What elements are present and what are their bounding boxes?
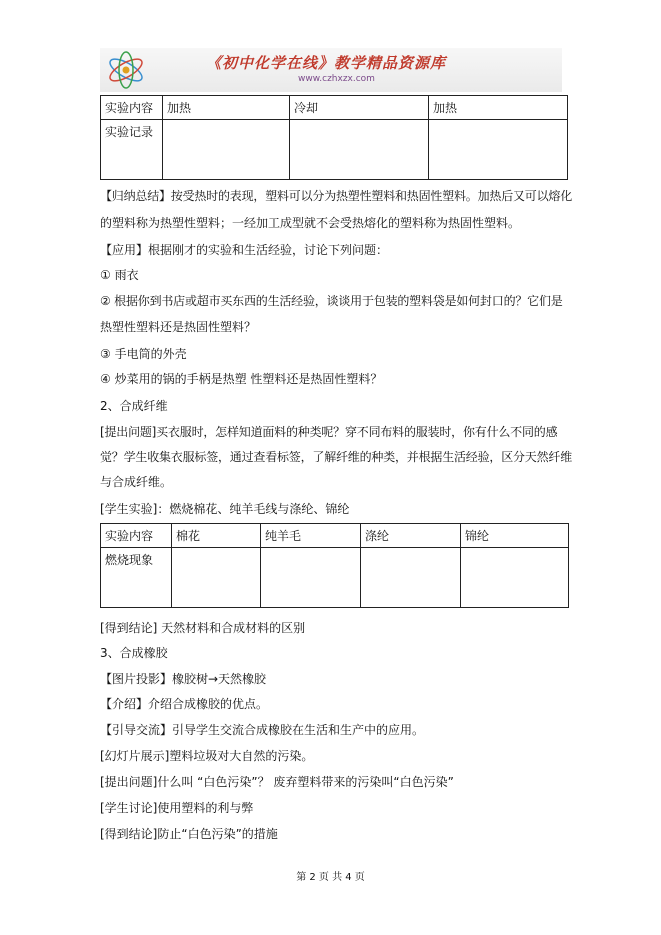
table-row — [101, 120, 568, 180]
table-row — [101, 524, 569, 548]
ask-line-2: 觉？学生收集衣服标签，通过查看标签，了解纤维的种类，并根据生活经验，区分天然纤维 — [100, 450, 573, 464]
conclusion-1: [得到结论] 天然材料和合成材料的区别 — [100, 621, 306, 635]
question-4: ④ 炒菜用的锅的手柄是热塑 性塑料还是热固性塑料？ — [100, 372, 383, 386]
question-1: ① 雨衣 — [100, 268, 139, 282]
table-cell — [361, 548, 461, 608]
table-row — [101, 96, 568, 120]
ask-line-3: 与合成纤维。 — [100, 475, 173, 489]
table-header-cell: 实验内容 — [101, 96, 163, 120]
atom-logo-icon — [104, 50, 148, 90]
table-header-cell: 涤纶 — [361, 524, 461, 548]
table-cell — [172, 548, 261, 608]
table-header-cell: 冷却 — [290, 96, 429, 120]
introduction: 【介绍】介绍合成橡胶的优点。 — [100, 697, 269, 711]
table-cell — [290, 120, 429, 180]
apply-heading: 【应用】根据刚才的实验和生活经验，讨论下列问题： — [100, 243, 389, 257]
guide-discussion: 【引导交流】引导学生交流合成橡胶在生活和生产中的应用。 — [100, 723, 425, 737]
table-cell — [461, 548, 569, 608]
table-header-cell: 加热 — [429, 96, 568, 120]
question-2-line-1: ② 根据你到书店或超市买东西的生活经验，谈谈用于包装的塑料袋是如何封口的？它们是 — [100, 294, 563, 308]
table-cell — [261, 548, 361, 608]
question-3: ③ 手电筒的外壳 — [100, 347, 187, 361]
table-header-cell: 棉花 — [172, 524, 261, 548]
table-cell — [429, 120, 568, 180]
table-header-cell: 实验内容 — [101, 524, 172, 548]
table-header-cell: 纯羊毛 — [261, 524, 361, 548]
header-url: www.czhxzx.com — [298, 74, 375, 84]
ask-white-pollution: [提出问题]什么叫 “白色污染”？ 废弃塑料带来的污染叫“白色污染” — [100, 775, 454, 789]
slide-show: [幻灯片展示]塑料垃圾对大自然的污染。 — [100, 749, 314, 763]
heating-experiment-table — [100, 95, 568, 180]
picture-projection: 【图片投影】橡胶树→天然橡胶 — [100, 672, 267, 686]
burning-experiment-table — [100, 523, 569, 608]
ask-line-1: [提出问题]买衣服时，怎样知道面料的种类呢？穿不同布料的服装时，你有什么不同的感 — [100, 425, 558, 439]
question-2-line-2: 热塑性塑料还是热固性塑料？ — [100, 320, 257, 334]
summary-line-1: 【归纳总结】按受热时的表现，塑料可以分为热塑性塑料和热固性塑料。加热后又可以熔化 — [100, 189, 573, 203]
student-discussion: [学生讨论]使用塑料的利与弊 — [100, 801, 254, 815]
table-cell — [163, 120, 290, 180]
section-2-heading: 2、合成纤维 — [100, 399, 168, 413]
table-header-cell: 锦纶 — [461, 524, 569, 548]
table-row — [101, 548, 569, 608]
page-number: 第 2 页 共 4 页 — [296, 872, 365, 883]
page-header-banner — [100, 48, 562, 92]
summary-line-2: 的塑料称为热塑性塑料；一经加工成型就不会受热熔化的塑料称为热固性塑料。 — [100, 216, 521, 230]
header-title: 《初中化学在线》教学精品资源库 — [206, 54, 447, 72]
experiment-heading: [学生实验]：燃烧棉花、纯羊毛线与涤纶、锦纶 — [100, 502, 350, 516]
conclusion-2: [得到结论]防止“白色污染”的措施 — [100, 827, 278, 841]
table-row-label: 实验记录 — [101, 120, 163, 180]
table-header-cell: 加热 — [163, 96, 290, 120]
section-3-heading: 3、合成橡胶 — [100, 646, 168, 660]
table-row-label: 燃烧现象 — [101, 548, 172, 608]
